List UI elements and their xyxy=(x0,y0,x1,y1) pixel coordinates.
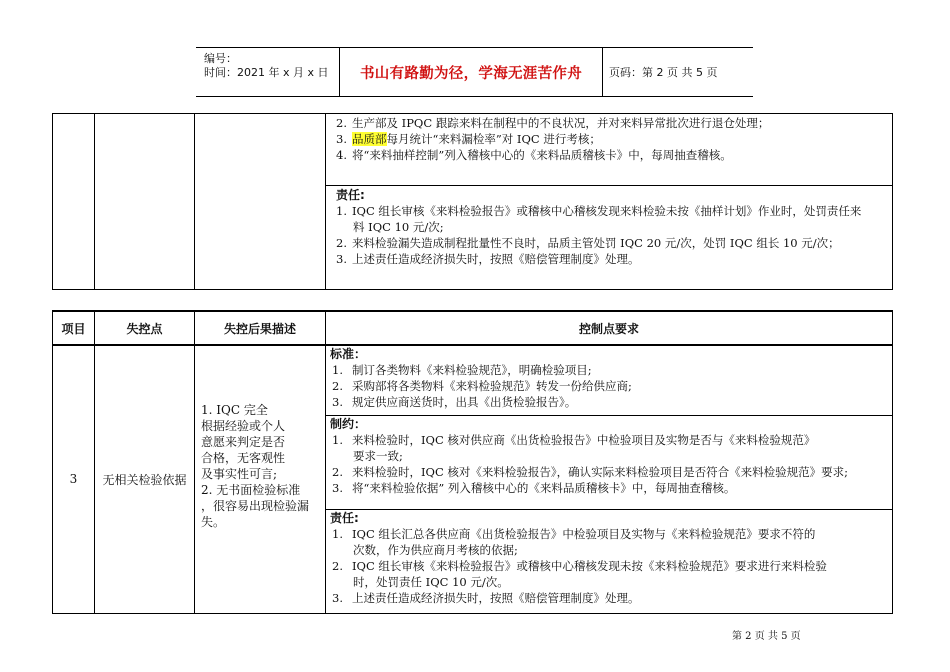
header-requirements: 控制点要求 xyxy=(326,311,893,345)
list-item: 1. IQC 组长审核《来料检验报告》或稽核中心稽核发现来料检验未按《抽样计划》作业时，处罚责任来 xyxy=(336,204,862,218)
item-number: 3 xyxy=(53,345,95,613)
responsibility-section xyxy=(326,510,892,607)
list-item: 3. 将“来料检验依据” 列入稽核中心的《来料品质稽核卡》中，每周抽查稽核。 xyxy=(332,481,736,495)
consequence-line: 1. IQC 完全 xyxy=(201,403,268,417)
list-item: 1. IQC 组长汇总各供应商《出货检验报告》中检验项目及实物与《来料检验规范》要求不符的 xyxy=(332,527,816,541)
list-item: 3. 上述责任造成经济损失时，按照《赔偿管理制度》处理。 xyxy=(332,591,640,605)
control-point: 无相关检验依据 xyxy=(95,345,195,613)
highlight-text: 品质部 xyxy=(352,132,387,146)
number-label: 编号： xyxy=(204,52,237,65)
header-control-point: 失控点 xyxy=(95,311,195,345)
list-item: 1. 来料检验时，IQC 核对供应商《出货检验报告》中检验项目及实物是否与《来料检验规范》 xyxy=(332,433,816,447)
list-item: 要求一致; xyxy=(353,449,403,463)
list-item: 2. 采购部将各类物料《来料检验规范》转发一份给供应商; xyxy=(332,379,632,393)
standard-section xyxy=(326,346,892,416)
responsibility-label: 责任: xyxy=(330,511,359,525)
responsibility-section xyxy=(326,186,892,268)
control-table xyxy=(52,310,893,614)
header-motto: 书山有路勤为径，学海无涯苦作舟 xyxy=(340,48,603,96)
responsibility-label: 责任: xyxy=(336,188,365,202)
consequence-line: ，很容易出现检验漏 xyxy=(201,499,310,513)
header-page-code: 页码：第 2 页 共 5 页 xyxy=(609,66,718,79)
list-item: 3. 规定供应商送货时，出具《出货检验报告》。 xyxy=(332,395,577,409)
header-meta xyxy=(196,48,340,96)
list-item: 2. 来料检验漏失造成制程批量性不良时，品质主管处罚 IQC 20 元/次，处罚 IQC 组长 10 元/次； xyxy=(336,236,840,250)
cell-item xyxy=(53,114,95,290)
consequence-line: 2. 无书面检验标准 xyxy=(201,483,301,497)
control-label: 制约： xyxy=(330,417,367,431)
list-item: 时，处罚责任 IQC 10 元/次。 xyxy=(353,575,509,589)
list-item: 2. 来料检验时，IQC 核对《来料检验报告》，确认实际来料检验项目是否符合《来料检验规范》要求; xyxy=(332,465,849,479)
list-item: 2. 生产部及 IPQC 跟踪来料在制程中的不良状况，并对来料异常批次进行退仓处理； xyxy=(336,116,770,130)
header-item: 项目 xyxy=(53,311,95,345)
page-header xyxy=(196,47,753,97)
consequence-line: 合格，无客观性 xyxy=(201,451,286,465)
list-item: 料 IQC 10 元/次; xyxy=(353,220,444,234)
page-footer: 第 2 页 共 5 页 xyxy=(732,631,801,642)
list-item: 次数，作为供应商月考核的依据; xyxy=(353,543,518,557)
control-section xyxy=(326,416,892,510)
list-item: 3. 上述责任造成经济损失时，按照《赔偿管理制度》处理。 xyxy=(336,252,640,266)
consequence-line: 根据经验或个人 xyxy=(201,419,286,433)
cell-requirements xyxy=(326,114,893,290)
consequence-line: 失。 xyxy=(201,515,226,529)
time-label: 时间：2021 年 x 月 x 日 xyxy=(204,66,329,79)
continuation-table xyxy=(52,113,893,290)
list-item: 4. 将“来料抽样控制”列入稽核中心的《来料品质稽核卡》中，每周抽查稽核。 xyxy=(336,148,732,162)
list-item: 2. IQC 组长审核《来料检验报告》或稽核中心稽核发现未按《来料检验规范》要求进行来料检验 xyxy=(332,559,827,573)
consequence-line: 意愿来判定是否 xyxy=(201,435,286,449)
consequence-line: 及事实性可言; xyxy=(201,467,278,481)
list-item: 3. 品质部每月统计“来料漏检率”对 IQC 进行考核； xyxy=(336,132,601,146)
cell-control-point xyxy=(95,114,195,290)
header-consequence: 失控后果描述 xyxy=(195,311,326,345)
requirements-list-a xyxy=(326,114,892,186)
requirements xyxy=(326,345,893,613)
consequence xyxy=(195,345,326,613)
cell-consequence xyxy=(195,114,326,290)
standard-label: 标准： xyxy=(330,347,367,361)
list-item: 1. 制订各类物料《来料检验规范》，明确检验项目; xyxy=(332,363,592,377)
